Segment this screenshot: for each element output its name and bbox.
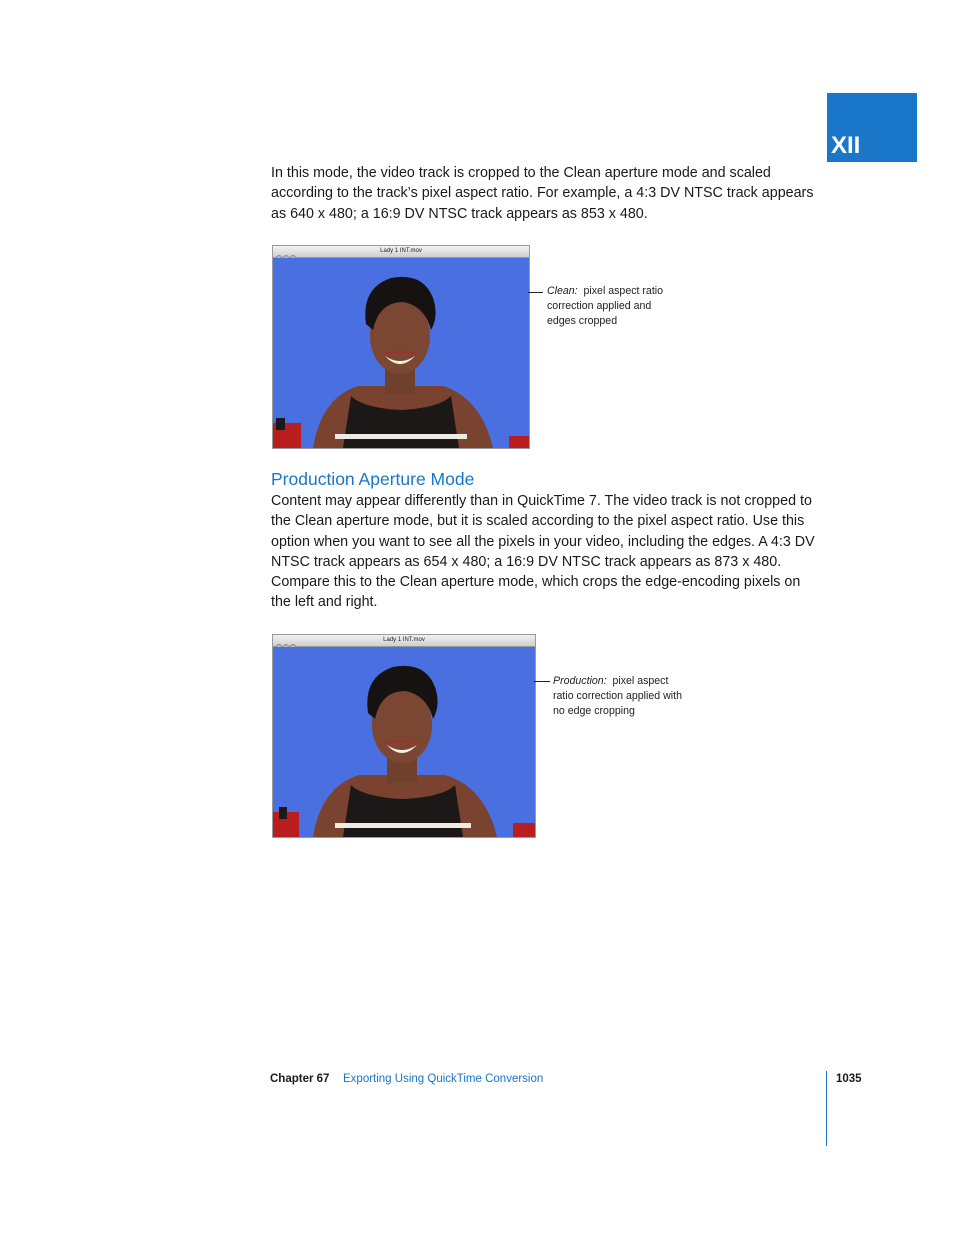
footer-chapter-title[interactable]: Exporting Using QuickTime Conversion [343, 1073, 544, 1085]
intro-paragraph: In this mode, the video track is cropped to the Clean aperture mode and scaled according to the track’s pixel aspect ratio. For example, a 4:3 DV NTSC track appears as 640 x 480; a 16:9 DV NTSC track appears as 853 x 480. [271, 165, 814, 222]
footer-chapter-label: Chapter 67 [270, 1073, 330, 1085]
window-title: Lady 1 INT.mov [380, 248, 422, 254]
production-aperture-screenshot [272, 634, 536, 838]
section-heading: Production Aperture Mode [271, 469, 475, 489]
callout-text: pixel aspect ratio correction applied with no edge cropping [553, 675, 682, 717]
section-paragraph: Content may appear differently than in QuickTime 7. The video track is not cropped to the Clean aperture mode, but it is scaled according to the pixel aspect ratio. Use this option when you want to see all the pixels in your video, including the edges. A 4:3 DV NTSC track appears as 654 x 480; a 16:9 DV NTSC track appears as 873 x 480. Compare this to the Clean aperture mode, which crops the edge-encoding pixels on the left and right. [271, 493, 815, 611]
callout-term: Clean: [547, 285, 578, 297]
footer-divider [826, 1071, 827, 1146]
clean-aperture-screenshot [272, 245, 530, 449]
window-titlebar [273, 635, 535, 647]
callout-term: Production: [553, 675, 607, 687]
callout-leader-line [528, 292, 543, 293]
window-titlebar [273, 246, 529, 258]
video-still [273, 647, 535, 837]
production-callout [553, 674, 683, 719]
video-frame [273, 258, 529, 448]
video-still [273, 258, 529, 448]
clean-callout [547, 284, 677, 329]
part-label: XII [831, 132, 861, 159]
callout-text: pixel aspect ratio correction applied and edges cropped [547, 285, 664, 327]
video-frame [273, 647, 535, 837]
page-number: 1035 [836, 1073, 862, 1085]
part-tab [827, 93, 917, 162]
window-title: Lady 1 INT.mov [383, 637, 425, 643]
callout-leader-line [534, 681, 550, 682]
